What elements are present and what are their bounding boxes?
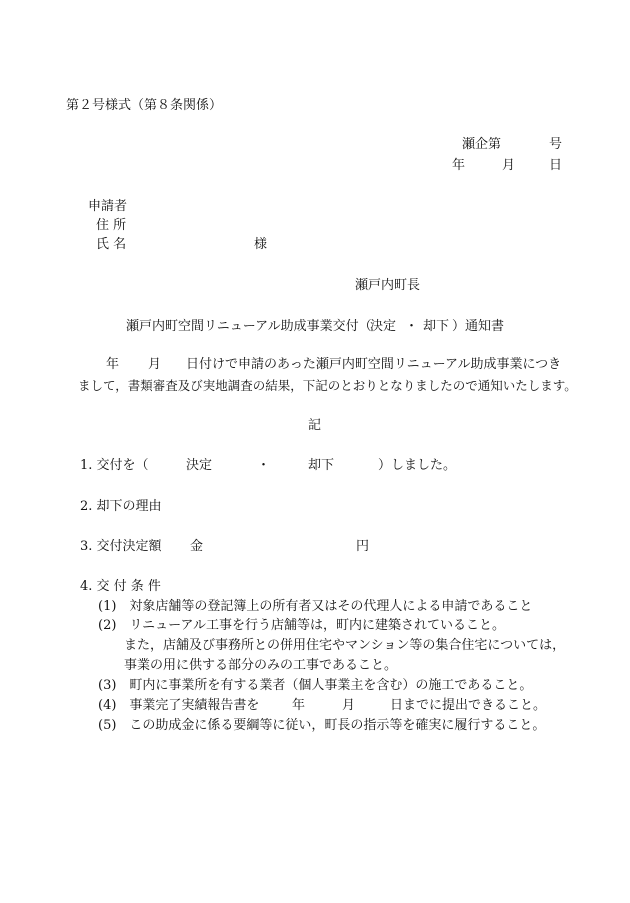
body-line-1: 日付けで申請のあった瀬戸内町空間リニューアル助成事業につき [186, 357, 562, 372]
date-year: 年 [452, 158, 466, 173]
condition-4-year: 年 [292, 698, 306, 713]
body-year: 年 [106, 357, 120, 372]
item-1-dot: ・ [257, 458, 271, 473]
condition-2-line-2: また，店舗及び事務所との併用住宅やマンション等の集合住宅については， [124, 638, 566, 653]
applicant-heading: 申請者 [88, 199, 128, 214]
reference-office: 瀬企第 [462, 137, 502, 152]
body-month: 月 [148, 357, 162, 372]
item-3-label: 3. 交付決定額 [80, 539, 162, 554]
address-label: 住 所 [96, 218, 127, 233]
form-label: 第２号様式（第８条関係） [66, 98, 223, 113]
reference-number-suffix: 号 [549, 137, 563, 152]
name-label: 氏 名 [96, 237, 127, 252]
condition-2-line-1: (2) リニューアル工事を行う店舗等は，町内に建築されていること。 [98, 618, 505, 633]
condition-1: (1) 対象店舗等の登記簿上の所有者又はその代理人による申請であること [98, 599, 533, 614]
title-rejection: 却下 [423, 319, 450, 334]
title-decision: 決定 [370, 319, 397, 334]
honorific: 様 [254, 237, 268, 252]
date-day: 日 [549, 158, 563, 173]
item-1-label: 1. 交付を（ [80, 458, 149, 473]
condition-5: (5) この助成金に係る要綱等に従い，町長の指示等を確実に履行すること。 [98, 718, 546, 733]
title-prefix: 瀬戸内町空間リニューアル助成事業交付（ [126, 319, 372, 334]
condition-4-month: 月 [342, 698, 356, 713]
item-1-suffix: ）しました。 [378, 458, 457, 473]
condition-4-suffix: 日までに提出できること。 [390, 698, 547, 713]
condition-2-line-3: 事業の用に供する部分のみの工事であること。 [124, 658, 398, 673]
ki-heading: 記 [308, 418, 322, 433]
title-suffix: ）通知書 [452, 319, 505, 334]
item-1-decision: 決定 [186, 458, 213, 473]
item-1-rejection: 却下 [308, 458, 335, 473]
item-3-yen: 円 [356, 539, 370, 554]
title-dot: ・ [405, 319, 419, 334]
item-4-label: 4. 交 付 条 件 [80, 579, 161, 594]
body-line-2: まして，書類審査及び実地調査の結果，下記のとおりとなりましたので通知いたします。 [78, 378, 577, 393]
item-3-kin: 金 [190, 539, 204, 554]
condition-4-prefix: (4) 事業完了実績報告書を [98, 698, 260, 713]
issuer: 瀬戸内町長 [355, 278, 421, 293]
condition-3: (3) 町内に事業所を有する業者（個人事業主を含む）の施工であること。 [98, 678, 533, 693]
date-month: 月 [502, 158, 516, 173]
item-2-label: 2. 却下の理由 [80, 499, 162, 514]
